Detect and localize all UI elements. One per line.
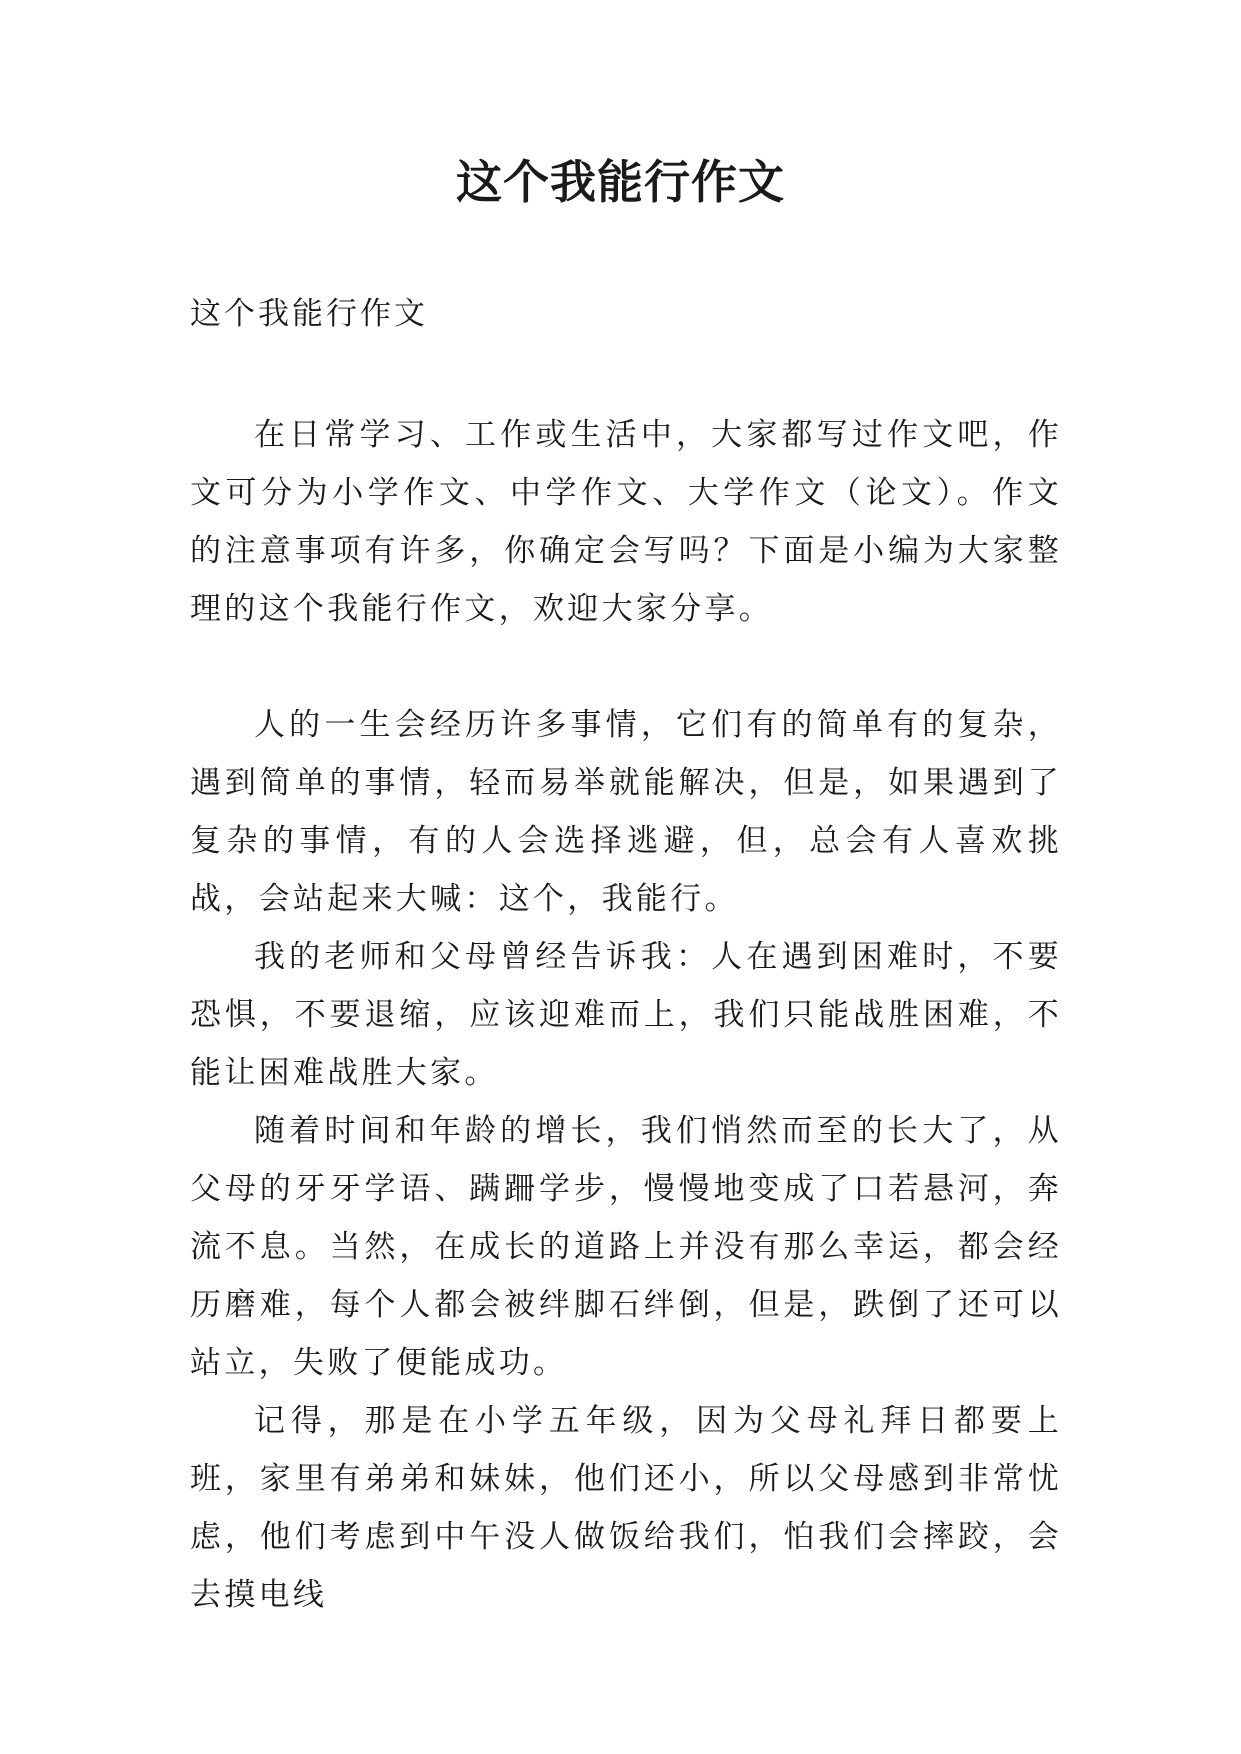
body-paragraph: 记得，那是在小学五年级，因为父母礼拜日都要上班，家里有弟弟和妹妹，他们还小，所以父母感到非常忧虑，他们考虑到中午没人做饭给我们，怕我们会摔跤，会去摸电线 [190, 1403, 1062, 1613]
body-paragraph: 我的老师和父母曾经告诉我：人在遇到困难时，不要恐惧，不要退缩，应该迎难而上，我们只能战胜困难，不能让困难战胜大家。 [190, 939, 1062, 1091]
document-title: 这个我能行作文 [456, 155, 785, 209]
document-subtitle: 这个我能行作文 [190, 296, 428, 332]
document-body [190, 406, 1062, 1624]
body-paragraph: 随着时间和年龄的增长，我们悄然而至的长大了，从父母的牙牙学语、蹒跚学步，慢慢地变成了口若悬河，奔流不息。当然，在成长的道路上并没有那么幸运，都会经历磨难，每个人都会被绊脚石绊倒，但是，跌倒了还可以站立，失败了便能成功。 [190, 1113, 1062, 1381]
intro-paragraph: 在日常学习、工作或生活中，大家都写过作文吧，作文可分为小学作文、中学作文、大学作文（论文）。作文的注意事项有许多，你确定会写吗？下面是小编为大家整理的这个我能行作文，欢迎大家分享。 [190, 417, 1062, 627]
body-paragraph: 人的一生会经历许多事情，它们有的简单有的复杂，遇到简单的事情，轻而易举就能解决，但是，如果遇到了复杂的事情，有的人会选择逃避，但，总会有人喜欢挑战，会站起来大喊：这个，我能行。 [190, 707, 1062, 917]
